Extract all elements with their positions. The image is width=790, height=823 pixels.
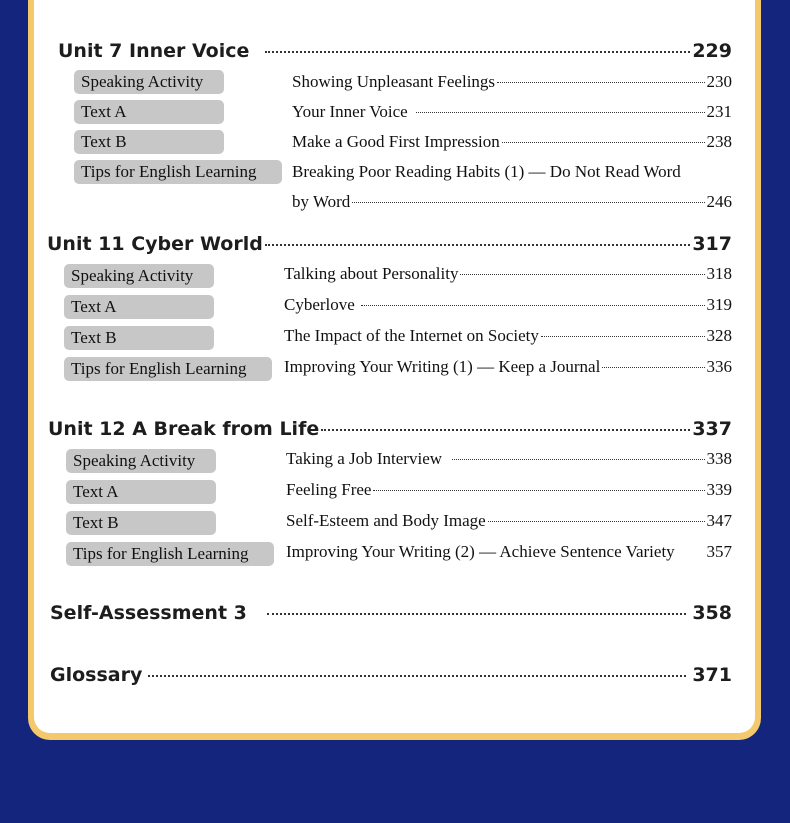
section-tag: Speaking Activity [64, 264, 214, 288]
unit-title: Unit 11 Cyber World [47, 233, 263, 255]
unit-title: Unit 7 Inner Voice [58, 40, 250, 62]
section-tag: Text B [66, 511, 216, 535]
unit-title: Unit 12 A Break from Life [48, 418, 320, 440]
toc-entry-continued[interactable] [292, 192, 732, 212]
entry-page-number: 319 [706, 295, 732, 314]
entry-title: Talking about Personality [284, 264, 459, 283]
leader-dots [373, 490, 704, 491]
toc-entry[interactable] [284, 326, 732, 346]
entry-page-number: 246 [706, 192, 732, 211]
entry-page-number: 336 [706, 357, 732, 376]
section-tag: Text B [74, 130, 224, 154]
self-assessment-entry[interactable] [50, 602, 732, 624]
toc-entry[interactable] [286, 542, 732, 562]
leader-dots [267, 613, 686, 615]
unit-11-heading[interactable] [47, 233, 732, 255]
entry-title: Taking a Job Interview [286, 449, 443, 468]
leader-dots [541, 336, 705, 337]
leader-dots [416, 112, 705, 113]
section-tag: Speaking Activity [66, 449, 216, 473]
toc-entry[interactable] [292, 162, 732, 182]
entry-title: The Impact of the Internet on Society [284, 326, 539, 345]
glossary-title: Glossary [50, 664, 143, 686]
toc-entry[interactable] [284, 264, 732, 284]
entry-page-number: 231 [706, 102, 732, 121]
entry-title: Self-Esteem and Body Image [286, 511, 486, 530]
entry-title-continued: by Word [292, 192, 351, 211]
leader-dots [488, 521, 705, 522]
section-tag: Text A [64, 295, 214, 319]
toc-entry[interactable] [292, 102, 732, 122]
glossary-page-number: 371 [692, 664, 732, 686]
entry-page-number: 328 [706, 326, 732, 345]
entry-page-number: 338 [706, 449, 732, 468]
entry-page-number: 339 [706, 480, 732, 499]
entry-title: Breaking Poor Reading Habits (1) — Do Not Read Word [292, 162, 681, 181]
leader-dots [265, 244, 690, 246]
entry-title: Your Inner Voice [292, 102, 408, 121]
unit-page-number: 337 [692, 418, 732, 440]
self-assessment-title: Self-Assessment 3 [50, 602, 247, 624]
leader-dots [602, 367, 704, 368]
leader-dots [361, 305, 705, 306]
section-tag: Tips for English Learning [66, 542, 274, 566]
glossary-entry[interactable] [50, 664, 732, 686]
entry-page-number: 347 [706, 511, 732, 530]
leader-dots [502, 142, 705, 143]
toc-entry[interactable] [292, 132, 732, 152]
entry-title: Improving Your Writing (1) — Keep a Journal [284, 357, 601, 376]
toc-entry[interactable] [284, 357, 732, 377]
section-tag: Tips for English Learning [74, 160, 282, 184]
toc-entry[interactable] [286, 449, 732, 469]
section-tag: Text A [66, 480, 216, 504]
entry-title: Cyberlove [284, 295, 355, 314]
leader-dots [321, 429, 690, 431]
entry-title: Feeling Free [286, 480, 372, 499]
toc-entry[interactable] [284, 295, 732, 315]
leader-dots [352, 202, 704, 203]
leader-dots [460, 274, 704, 275]
unit-page-number: 317 [692, 233, 732, 255]
section-tag: Tips for English Learning [64, 357, 272, 381]
section-tag: Text A [74, 100, 224, 124]
entry-title: Make a Good First Impression [292, 132, 500, 151]
table-of-contents-page [34, 0, 755, 733]
leader-dots [452, 459, 704, 460]
section-tag: Text B [64, 326, 214, 350]
unit-7-heading[interactable] [58, 40, 732, 62]
entry-page-number: 318 [706, 264, 732, 283]
leader-dots [265, 51, 690, 53]
leader-dots [497, 82, 704, 83]
unit-12-heading[interactable] [48, 418, 732, 440]
leader-dots [148, 675, 686, 677]
toc-entry[interactable] [286, 480, 732, 500]
entry-title: Improving Your Writing (2) — Achieve Sentence Variety [286, 542, 675, 561]
toc-entry[interactable] [292, 72, 732, 92]
self-assessment-page-number: 358 [692, 602, 732, 624]
entry-page-number: 238 [706, 132, 732, 151]
section-tag: Speaking Activity [74, 70, 224, 94]
entry-page-number: 230 [706, 72, 732, 91]
entry-title: Showing Unpleasant Feelings [292, 72, 496, 91]
unit-page-number: 229 [692, 40, 732, 62]
entry-page-number: 357 [706, 542, 732, 561]
book-page-frame [28, 0, 761, 740]
toc-entry[interactable] [286, 511, 732, 531]
